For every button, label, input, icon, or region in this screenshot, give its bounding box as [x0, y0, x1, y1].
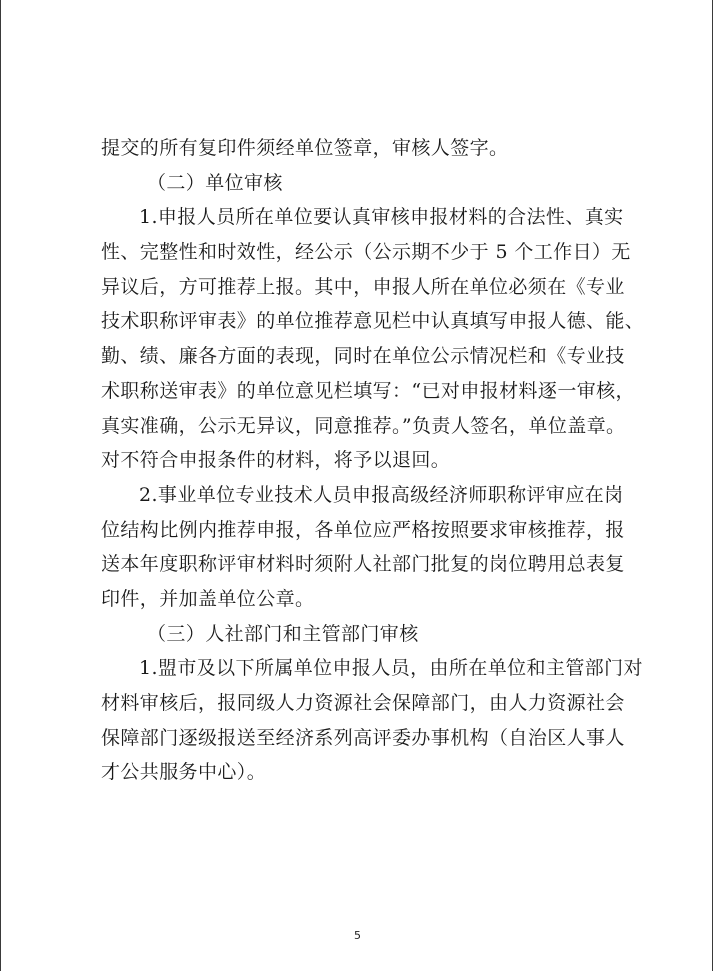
text-line: 印件，并加盖单位公章。	[101, 587, 315, 610]
text-line: 对不符合申报条件的材料，将予以退回。	[101, 449, 451, 472]
text-line: 保障部门逐级报送至经济系列高评委办事机构（自治区人事人	[101, 726, 625, 749]
text-line: 提交的所有复印件须经单位签章，审核人签字。	[101, 137, 509, 159]
text-line: 真实准确，公示无异议，同意推荐。”负责人签名，单位盖章。	[101, 414, 626, 437]
page-number: 5	[354, 929, 361, 942]
text-line: 性、完整性和时效性，经公示（公示期不少于 5 个工作日）无	[101, 241, 631, 264]
text-line: 送本年度职称评审材料时须附人社部门批复的岗位聘用总表复	[101, 553, 625, 576]
document-body	[101, 131, 645, 790]
paragraph-first-line: 1.申报人员所在单位要认真审核申报材料的合法性、真实	[139, 206, 624, 229]
paragraph-first-line: 2.事业单位专业技术人员申报高级经济师职称评审应在岗	[139, 483, 624, 506]
text-line: 勤、绩、廉各方面的表现，同时在单位公示情况栏和《专业技	[101, 345, 625, 368]
text-line: 材料审核后，报同级人力资源社会保障部门，由人力资源社会	[101, 692, 625, 714]
text-line: 技术职称评审表》的单位推荐意见栏中认真填写申报人德、能、	[101, 310, 645, 333]
text-line: 异议后，方可推荐上报。其中，申报人所在单位必须在《专业	[101, 275, 625, 298]
section-heading: （三）人社部门和主管部门审核	[147, 622, 419, 645]
text-line: 位结构比例内推荐申报，各单位应严格按照要求审核推荐，报	[101, 518, 625, 541]
paragraph-first-line: 1.盟市及以下所属单位申报人员，由所在单位和主管部门对	[139, 657, 643, 680]
text-line: 才公共服务中心）。	[101, 761, 267, 784]
text-line: 术职称送审表》的单位意见栏填写：“已对申报材料逐一审核，	[101, 379, 635, 402]
section-heading: （二）单位审核	[147, 171, 283, 194]
